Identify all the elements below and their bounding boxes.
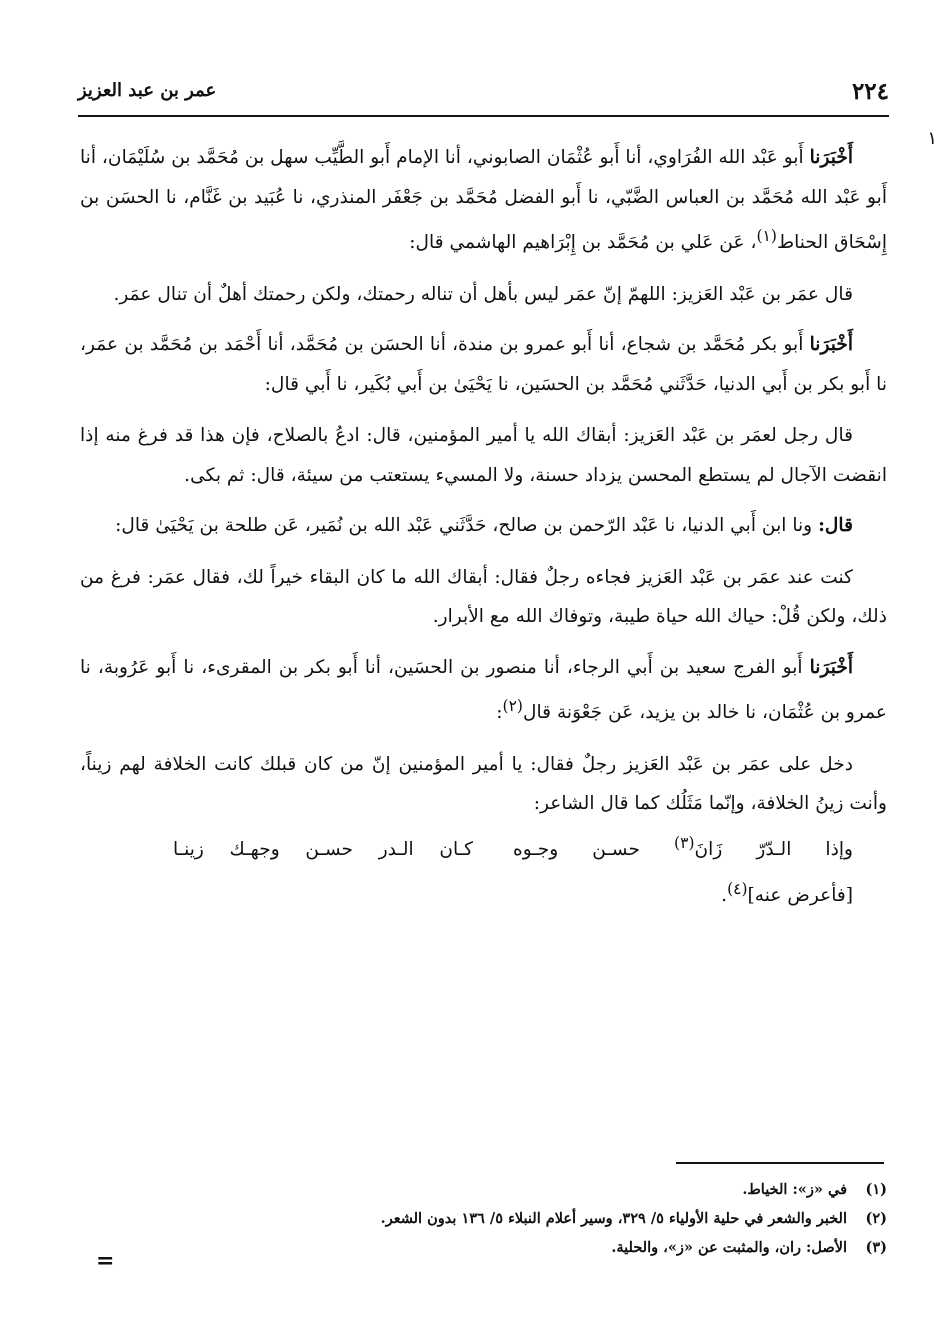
hemistich-text: وإذا الـدّرّ زَانَ [694, 839, 853, 861]
footnote-number: (١) [865, 1181, 887, 1198]
verse-tail [80, 870, 887, 916]
isnad-paragraph-2 [80, 325, 887, 404]
first-hemistich [513, 824, 853, 870]
akhbarana-keyword: أَخْبَرَنا [809, 334, 853, 356]
footnote-rule [676, 1162, 884, 1164]
footnote-number: (٢) [865, 1210, 887, 1227]
qala-keyword: قال: [818, 515, 853, 537]
paragraph-text: ونا ابن أَبي الدنيا، نا عَبْد الرّحمن بن صالح، حَدَّثَني عَبْد الله بن نُمَير، عَن طلحة بن يَحْيَىٰ قال: [115, 515, 819, 537]
footnote-text: في «ز»: الخياط. [742, 1181, 847, 1198]
quote-paragraph-3 [80, 558, 887, 637]
quote-paragraph-2 [80, 416, 887, 495]
body-text [80, 138, 887, 915]
footnote-1 [80, 1175, 887, 1204]
paragraph-text: دخل على عمَر بن عَبْد العَزيز رجلٌ فقال: يا أمير المؤمنين إنّ من كان قبلك كانت الخلافة لهم زيناً، وأنت زينُ الخلافة، وإنّما مَثَلُك كما قال الشاعر: [80, 753, 887, 815]
akhbarana-keyword: أَخْبَرَنا [809, 147, 853, 168]
footnote-number: (٣) [865, 1239, 887, 1256]
akhbarana-keyword: أَخْبَرَنا [809, 656, 853, 678]
paragraph-text: ، عَن عَلي بن مُحَمَّد بن إِبْرَاهيم الهاشمي قال: [409, 232, 757, 254]
bracket-text: [فأعرض عنه] [747, 884, 853, 906]
footnote-ref-4: (٤) [727, 879, 748, 898]
footnote-2 [80, 1204, 887, 1233]
quote-paragraph-4 [80, 745, 887, 824]
isnad-paragraph-4 [80, 648, 887, 733]
running-title: عمر بن عبد العزيز [78, 80, 217, 101]
footnote-3 [80, 1233, 887, 1262]
footnote-ref-1: (١) [756, 227, 777, 245]
isnad-paragraph-1 [80, 138, 887, 263]
footnote-text: الخبر والشعر في حلية الأولياء ٥/ ٣٢٩، وسير أعلام النبلاء ٥/ ١٣٦ بدون الشعر. [380, 1210, 847, 1227]
isnad-paragraph-3 [80, 506, 887, 546]
second-hemistich: كـان الـدر حسـن وجهـك زينـا [173, 839, 473, 861]
page-header [78, 78, 889, 112]
paragraph-text: كنت عند عمَر بن عَبْد العَزيز فجاءه رجلٌ فقال: أبقاك الله ما كان البقاء خيراً لك، فقال عمَر: فرغ من ذلك، ولكن قُلْ: حياك الله حياة طيبة، وتوفاك الله مع الأبرار. [80, 566, 887, 628]
footnote-ref-2: (٢) [502, 697, 523, 716]
poetry-verse [80, 824, 887, 870]
page-number: ٢٢٤ [851, 78, 889, 105]
continuation-mark: = [96, 1248, 115, 1274]
hemistich-text: حسـن وجـوه [513, 839, 675, 861]
margin-mark: ١ [927, 128, 937, 149]
period: . [721, 884, 728, 906]
paragraph-text: أَبو بكر مُحَمَّد بن شجاع، أنا أَبو عمرو بن مندة، أنا الحسَن بن مُحَمَّد، أنا أَحْمَد بن مُحَمَّد بن عمَر، نا أَبو بكر بن أَبي الدنيا، حَدَّثَني مُحَمَّد بن الحسَين، نا يَحْيَىٰ بن أَبي بُكَير، نا أَبي قال: [80, 334, 887, 395]
footnote-ref-3: (٣) [674, 833, 695, 852]
paragraph-text: قال رجل لعمَر بن عَبْد العَزيز: أبقاك الله يا أمير المؤمنين، قال: ادعُ بالصلاح، فإن هذا قد فرغ منه إذا انقضت الآجال لم يستطع المحسن يزداد حسنة، ولا المسيء يستعتب من سيئة، قال: ثم بكى. [80, 425, 887, 486]
footnote-text: الأصل: ران، والمثبت عن «ز»، والحلية. [611, 1239, 847, 1256]
paragraph-text: أَبو الفرج سعيد بن أَبي الرجاء، أنا منصور بن الحسَين، أنا أَبو بكر بن المقرىء، نا أَبو عَرُوبة، نا عمرو بن عُثْمَان، نا خالد بن يزيد، عَن جَعْوَنة قال [80, 656, 887, 724]
header-rule [78, 115, 889, 117]
paragraph-text: أَبو عَبْد الله الفُرَاوي، أنا أَبو عُثْمَان الصابوني، أنا الإمام أَبو الطَّيِّب سهل بن مُحَمَّد بن سُلَيْمَان، أنا أَبو عَبْد الله مُحَمَّد بن العباس الضَّبّي، نا أَبو الفضل مُحَمَّد بن جَعْفَر المنذري، نا عُبَيد بن غَنَّام، نا الحسَن بن إِسْحَاق الحناط [80, 147, 887, 254]
paragraph-text: : [496, 702, 503, 724]
quote-paragraph-1 [80, 275, 887, 315]
footnotes [80, 1175, 887, 1262]
paragraph-text: قال عمَر بن عَبْد العَزيز: اللهمّ إنّ عمَر ليس بأهل أن تناله رحمتك، ولكن رحمتك أهلٌ أن تنال عمَر. [113, 283, 853, 305]
